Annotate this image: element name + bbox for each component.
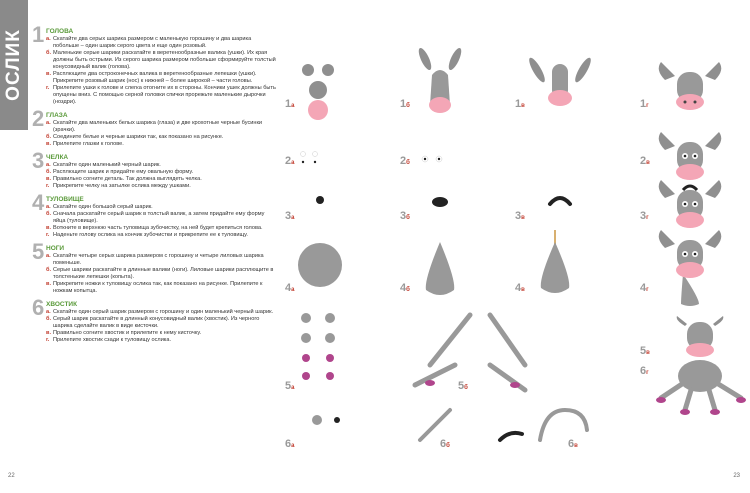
step-items — [46, 162, 277, 190]
step-1 — [32, 22, 277, 106]
item-text: Скатайте два маленьких белых шарика (глаза) и две крохотные черные бусинки (зрачки). — [53, 120, 263, 133]
illustration-page — [270, 0, 750, 493]
step-item — [46, 85, 277, 106]
step-number: 1 — [32, 22, 45, 47]
step-label-2-2: 2в — [640, 155, 650, 167]
figure-5b — [410, 305, 530, 405]
step-item — [46, 162, 277, 169]
step-label-1-1: 1б — [400, 98, 410, 110]
item-marker: а. — [46, 162, 51, 168]
step-label-1-2: 1в — [515, 98, 525, 110]
item-text: Правильно согните хвостик и прилепите к нему кисточку. — [53, 330, 202, 336]
step-item — [46, 204, 277, 211]
step-items — [46, 36, 277, 106]
step-label-4-2: 4в — [515, 282, 525, 294]
item-text: Прикрепите ножки к туловищу ослика так, как показано на рисунке. Прилепите к ножкам копытца. — [53, 281, 263, 294]
step-label-3-0: 3а — [285, 210, 295, 222]
step-label-4-0: 4а — [285, 282, 295, 294]
step-label-6-0: 6а — [285, 438, 295, 450]
step-6 — [32, 295, 277, 344]
item-marker: в. — [46, 225, 51, 231]
step-item — [46, 253, 277, 267]
step-label-6-2: 6в — [568, 438, 578, 450]
figure-5v — [655, 320, 745, 420]
step-label-5-0: 5а — [285, 380, 295, 392]
item-text: Наденьте голову ослика на кончик зубочистки и прикрепите ее к туловищу. — [53, 232, 248, 238]
item-text: Скатайте один серый шарик размером с горошину и один маленький черный шарик. — [53, 309, 274, 315]
item-marker: б. — [46, 169, 52, 175]
item-marker: а. — [46, 204, 51, 210]
item-marker: а. — [46, 309, 51, 315]
step-item — [46, 183, 277, 190]
step-label-1-3: 1г — [640, 98, 649, 110]
step-item — [46, 50, 277, 71]
item-text: Расплющите шарик и придайте ему овальную форму. — [53, 169, 194, 175]
figure-1v — [525, 50, 595, 120]
step-items — [46, 120, 277, 148]
item-marker: г. — [46, 183, 50, 189]
step-label-4-1: 4б — [400, 282, 410, 294]
figure-2a — [295, 148, 335, 168]
figure-5a — [292, 308, 352, 388]
step-items — [46, 309, 277, 344]
step-item — [46, 141, 277, 148]
page-number-right: 23 — [733, 473, 740, 479]
step-label-6-1: 6б — [440, 438, 450, 450]
step-label-5-2: 5в — [640, 345, 650, 357]
step-number: 4 — [32, 190, 45, 215]
page-number-left: 22 — [8, 473, 15, 479]
figure-4b — [420, 240, 460, 300]
step-label-3-3: 3г — [640, 210, 649, 222]
step-item — [46, 330, 277, 337]
step-item — [46, 120, 277, 134]
step-item — [46, 176, 277, 183]
section-tab — [0, 0, 28, 130]
step-number: 3 — [32, 148, 45, 173]
figure-1a — [290, 60, 350, 120]
step-item — [46, 169, 277, 176]
step-item — [46, 71, 277, 85]
item-marker: а. — [46, 120, 51, 126]
item-text: Серый шарик раскатайте в длинный конусовидный валик (хвостик). Из черного шарика сделайте валик в виде кисточки. — [53, 316, 260, 329]
item-text: Скатайте два серых шарика размером с маленькую горошину и два шарика побольше – один шарик серого цвета и еще один розовый. — [53, 36, 252, 49]
figure-4g — [655, 228, 725, 308]
figure-4v — [535, 228, 575, 298]
step-item — [46, 337, 277, 344]
item-text: Прилепите хвостик сзади к туловищу ослика. — [53, 337, 172, 343]
figure-6v — [535, 400, 595, 450]
step-title: НОГИ — [46, 245, 65, 252]
step-label-2-0: 2а — [285, 155, 295, 167]
figure-6b — [410, 400, 530, 450]
step-item — [46, 267, 277, 281]
figure-6a — [305, 410, 355, 430]
step-label-4-3: 4г — [640, 282, 649, 294]
item-text: Прилепите глазки к голове. — [53, 141, 124, 147]
figure-3a — [310, 192, 330, 208]
item-text: Прикрепите челку на затылке ослика между ушками. — [53, 183, 191, 189]
figure-2b — [415, 152, 455, 166]
step-item — [46, 134, 277, 141]
item-marker: б. — [46, 211, 52, 217]
item-marker: г. — [46, 85, 50, 91]
item-text: Воткните в верхнюю часть туловища зубочистку, на ней будет крепиться голова. — [53, 225, 263, 231]
figure-3v — [545, 192, 575, 208]
step-4 — [32, 190, 277, 239]
figure-1g — [655, 60, 725, 120]
step-number: 6 — [32, 295, 45, 320]
item-marker: б. — [46, 316, 52, 322]
step-3 — [32, 148, 277, 190]
item-text: Серые шарики раскатайте в длинные валики (ноги). Лиловые шарики расплющите в толстенькие лепешки (копыта). — [53, 267, 274, 280]
item-text: Скатайте четыре серых шарика размером с горошину и четыре лиловых шарика поменьше. — [53, 253, 264, 266]
item-marker: в. — [46, 281, 51, 287]
step-label-5-1: 5б — [458, 380, 468, 392]
step-5 — [32, 239, 277, 295]
step-label-3-2: 3в — [515, 210, 525, 222]
item-text: Соедините белые и черные шарики так, как показано на рисунке. — [53, 134, 224, 140]
item-marker: б. — [46, 50, 52, 56]
step-number: 2 — [32, 106, 45, 131]
item-marker: в. — [46, 141, 51, 147]
item-marker: а. — [46, 36, 51, 42]
item-marker: в. — [46, 71, 51, 77]
step-label-6-3: 6г — [640, 365, 649, 377]
step-item — [46, 225, 277, 232]
item-text: Скатайте один большой серый шарик. — [53, 204, 153, 210]
figure-1b — [410, 45, 470, 125]
step-label-2-1: 2б — [400, 155, 410, 167]
item-marker: г. — [46, 232, 50, 238]
step-item — [46, 316, 277, 330]
step-item — [46, 309, 277, 316]
step-title: ГЛАЗА — [46, 112, 68, 119]
step-number: 5 — [32, 239, 45, 264]
step-title: ЧЕЛКА — [46, 154, 69, 161]
step-title: ГОЛОВА — [46, 28, 74, 35]
item-text: Скатайте один маленький черный шарик. — [53, 162, 161, 168]
step-item — [46, 281, 277, 295]
item-text: Маленькие серые шарики раскатайте в веретенообразные валика (ушки). Их края должны быть острыми. Из серого шарика размером побольше сформируйте толстый конусовидный валик (голова). — [53, 50, 276, 70]
item-text: Правильно согните деталь. Так должна выглядеть челка. — [53, 176, 202, 182]
step-item — [46, 211, 277, 225]
item-marker: б. — [46, 134, 52, 140]
item-marker: а. — [46, 253, 51, 259]
figure-4a — [295, 240, 345, 290]
item-marker: в. — [46, 176, 51, 182]
item-text: Расплющите два остроконечных валика в веретенообразные лепешки (ушки). Прикрепите розовый шарик (нос) к нижней – более широкой – части головы. — [53, 71, 257, 84]
step-title: ХВОСТИК — [46, 301, 78, 308]
step-label-1-0: 1а — [285, 98, 295, 110]
step-title: ТУЛОВИЩЕ — [46, 196, 84, 203]
step-items — [46, 253, 277, 295]
step-label-3-1: 3б — [400, 210, 410, 222]
item-text: Сначала раскатайте серый шарик в толстый валик, а затем придайте ему форму яйца (туловище). — [53, 211, 265, 224]
item-marker: г. — [46, 337, 50, 343]
step-item — [46, 36, 277, 50]
instructions-column — [32, 22, 277, 350]
item-text: Прилепите ушки к голове и слегка отогните их в стороны. Кончики ушек должны быть опущены вниз. С помощью серной головки спички прорежьте маленькие дырочки (ноздри). — [53, 85, 276, 105]
step-items — [46, 204, 277, 239]
step-2 — [32, 106, 277, 148]
section-title: ОСЛИК — [3, 29, 24, 101]
item-marker: б. — [46, 267, 52, 273]
figure-3b — [425, 194, 455, 210]
step-item — [46, 232, 277, 239]
item-marker: в. — [46, 330, 51, 336]
